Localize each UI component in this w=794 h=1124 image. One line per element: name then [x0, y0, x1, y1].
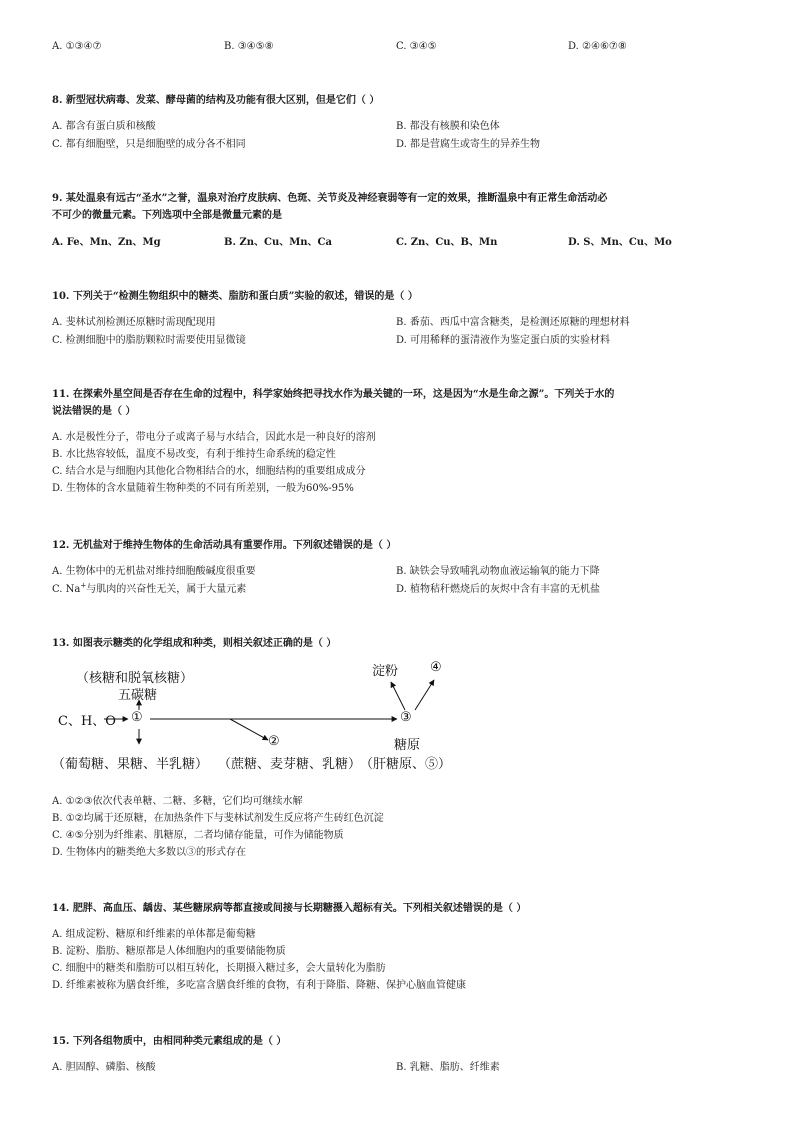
label-glycogen: 糖原	[394, 738, 421, 753]
q10-stem: 10. 下列关于“检测生物组织中的糖类、脂肪和蛋白质”实验的叙述，错误的是（ ）	[52, 291, 418, 302]
q8-option-c: C. 都有细胞壁，只是细胞壁的成分各不相同	[52, 139, 246, 150]
q13-option-b: B. ①②均属于还原糖，在加热条件下与斐林试剂发生反应将产生砖红色沉淀	[52, 813, 384, 824]
q8-option-d: D. 都是营腐生或寄生的异养生物	[396, 139, 541, 150]
q9-option-c: C. Zn、Cu、B、Mn	[396, 237, 498, 248]
label-cho: C、H、O	[58, 714, 116, 729]
node-1: ①	[131, 710, 143, 725]
q9-stem-line1: 9. 某处温泉有远古“圣水”之誉，温泉对治疗皮肤病、色斑、关节炎及神经衰弱等有一定的效果，推断温泉中有正常生命活动必	[52, 193, 608, 204]
q15-option-b: B. 乳糖、脂肪、纤维素	[396, 1062, 500, 1073]
q11-stem-line1: 11. 在探索外星空间是否存在生命的过程中，科学家始终把寻找水作为最关键的一环，这是因为“水是生命之源”。下列关于水的	[52, 389, 615, 400]
q12-option-a: A. 生物体中的无机盐对维持细胞酸碱度很重要	[52, 566, 256, 577]
q11-stem-line2: 说法错误的是（ ）	[52, 406, 136, 417]
label-polysaccharides: （肝糖原、⑤）	[360, 757, 452, 772]
q9-option-b: B. Zn、Cu、Mn、Ca	[224, 237, 332, 248]
q7-option-d: D. ②④⑥⑦⑧	[568, 41, 627, 52]
arrow-to-2	[230, 719, 268, 740]
q12-option-c-rest: 与肌肉的兴奋性无关，属于大量元素	[86, 584, 247, 595]
label-starch: 淀粉	[372, 664, 399, 679]
q13-option-a: A. ①②③依次代表单糖、二糖、多糖，它们均可继续水解	[52, 796, 303, 807]
q7-option-c: C. ③④⑤	[396, 41, 437, 52]
q14-option-c: C. 细胞中的糖类和脂肪可以相互转化，长期摄入糖过多，会大量转化为脂肪	[52, 963, 386, 974]
q13-option-d: D. 生物体内的糖类绝大多数以③的形式存在	[52, 847, 247, 858]
q11-option-c: C. 结合水是与细胞内其他化合物相结合的水，细胞结构的重要组成成分	[52, 466, 366, 477]
arrow-3-to-starch	[391, 682, 405, 710]
arrow-3-to-4	[415, 680, 434, 710]
q12-option-d: D. 植物秸秆燃烧后的灰烬中含有丰富的无机盐	[396, 584, 601, 595]
q8-option-b: B. 都没有核膜和染色体	[396, 121, 500, 132]
q12-option-c-prefix: C. Na	[52, 584, 81, 595]
q15-stem: 15. 下列各组物质中，由相同种类元素组成的是（ ）	[52, 1036, 287, 1047]
label-pentose: 五碳糖	[118, 688, 158, 703]
q9-stem-line2: 不可少的微量元素。下列选项中全部是微量元素的是	[52, 210, 282, 221]
q13-option-c: C. ④⑤分别为纤维素、肌糖原，二者均储存能量，可作为储能物质	[52, 830, 344, 841]
q12-option-c-charge: +	[80, 581, 87, 590]
node-2: ②	[268, 734, 280, 749]
q11-option-d: D. 生物体的含水量随着生物种类的不同有所差别，一般为60%-95%	[52, 483, 354, 494]
q10-option-b: B. 番茄、西瓜中富含糖类，是检测还原糖的理想材料	[396, 317, 630, 328]
q8-option-a: A. 都含有蛋白质和核酸	[52, 121, 156, 132]
node-3: ③	[400, 710, 412, 725]
q15-option-a: A. 胆固醇、磷脂、核酸	[52, 1062, 156, 1073]
q11-option-b: B. 水比热容较低，温度不易改变，有利于维持生命系统的稳定性	[52, 449, 336, 460]
q10-option-d: D. 可用稀释的蛋清液作为鉴定蛋白质的实验材料	[396, 335, 611, 346]
q8-stem: 8. 新型冠状病毒、发菜、酵母菌的结构及功能有很大区别，但是它们（ ）	[52, 95, 380, 106]
q14-option-d: D. 纤维素被称为膳食纤维，多吃富含膳食纤维的食物，有利于降脂、降糖、保护心脑血管健康	[52, 980, 467, 991]
q9-option-d: D. S、Mn、Cu、Mo	[568, 237, 672, 248]
q14-stem: 14. 肥胖、高血压、龋齿、某些糖尿病等都直接或间接与长期糖摄入超标有关。下列相关叙述错误的是（ ）	[52, 903, 527, 914]
q7-option-b: B. ③④⑤⑧	[224, 41, 274, 52]
q7-option-a: A. ①③④⑦	[52, 41, 102, 52]
label-disaccharides: （蔗糖、麦芽糖、乳糖）	[218, 757, 362, 772]
q14-option-b: B. 淀粉、脂肪、糖原都是人体细胞内的重要储能物质	[52, 946, 286, 957]
q14-option-a: A. 组成淀粉、糖原和纤维素的单体都是葡萄糖	[52, 929, 256, 940]
node-4: ④	[430, 660, 442, 675]
q12-option-b: B. 缺铁会导致哺乳动物血液运输氧的能力下降	[396, 566, 600, 577]
q12-stem: 12. 无机盐对于维持生物体的生命活动具有重要作用。下列叙述错误的是（ ）	[52, 540, 397, 551]
q13-stem: 13. 如图表示糖类的化学组成和种类，则相关叙述正确的是（ ）	[52, 638, 337, 649]
q10-option-a: A. 斐林试剂检测还原糖时需现配现用	[52, 317, 216, 328]
label-ribose: （核糖和脱氧核糖）	[76, 671, 194, 686]
q10-option-c: C. 检测细胞中的脂肪颗粒时需要使用显微镜	[52, 335, 246, 346]
q11-option-a: A. 水是极性分子，带电分子或离子易与水结合，因此水是一种良好的溶剂	[52, 432, 376, 443]
q9-option-a: A. Fe、Mn、Zn、Mg	[52, 237, 161, 248]
label-monosaccharides: （葡萄糖、果糖、半乳糖）	[52, 757, 209, 772]
